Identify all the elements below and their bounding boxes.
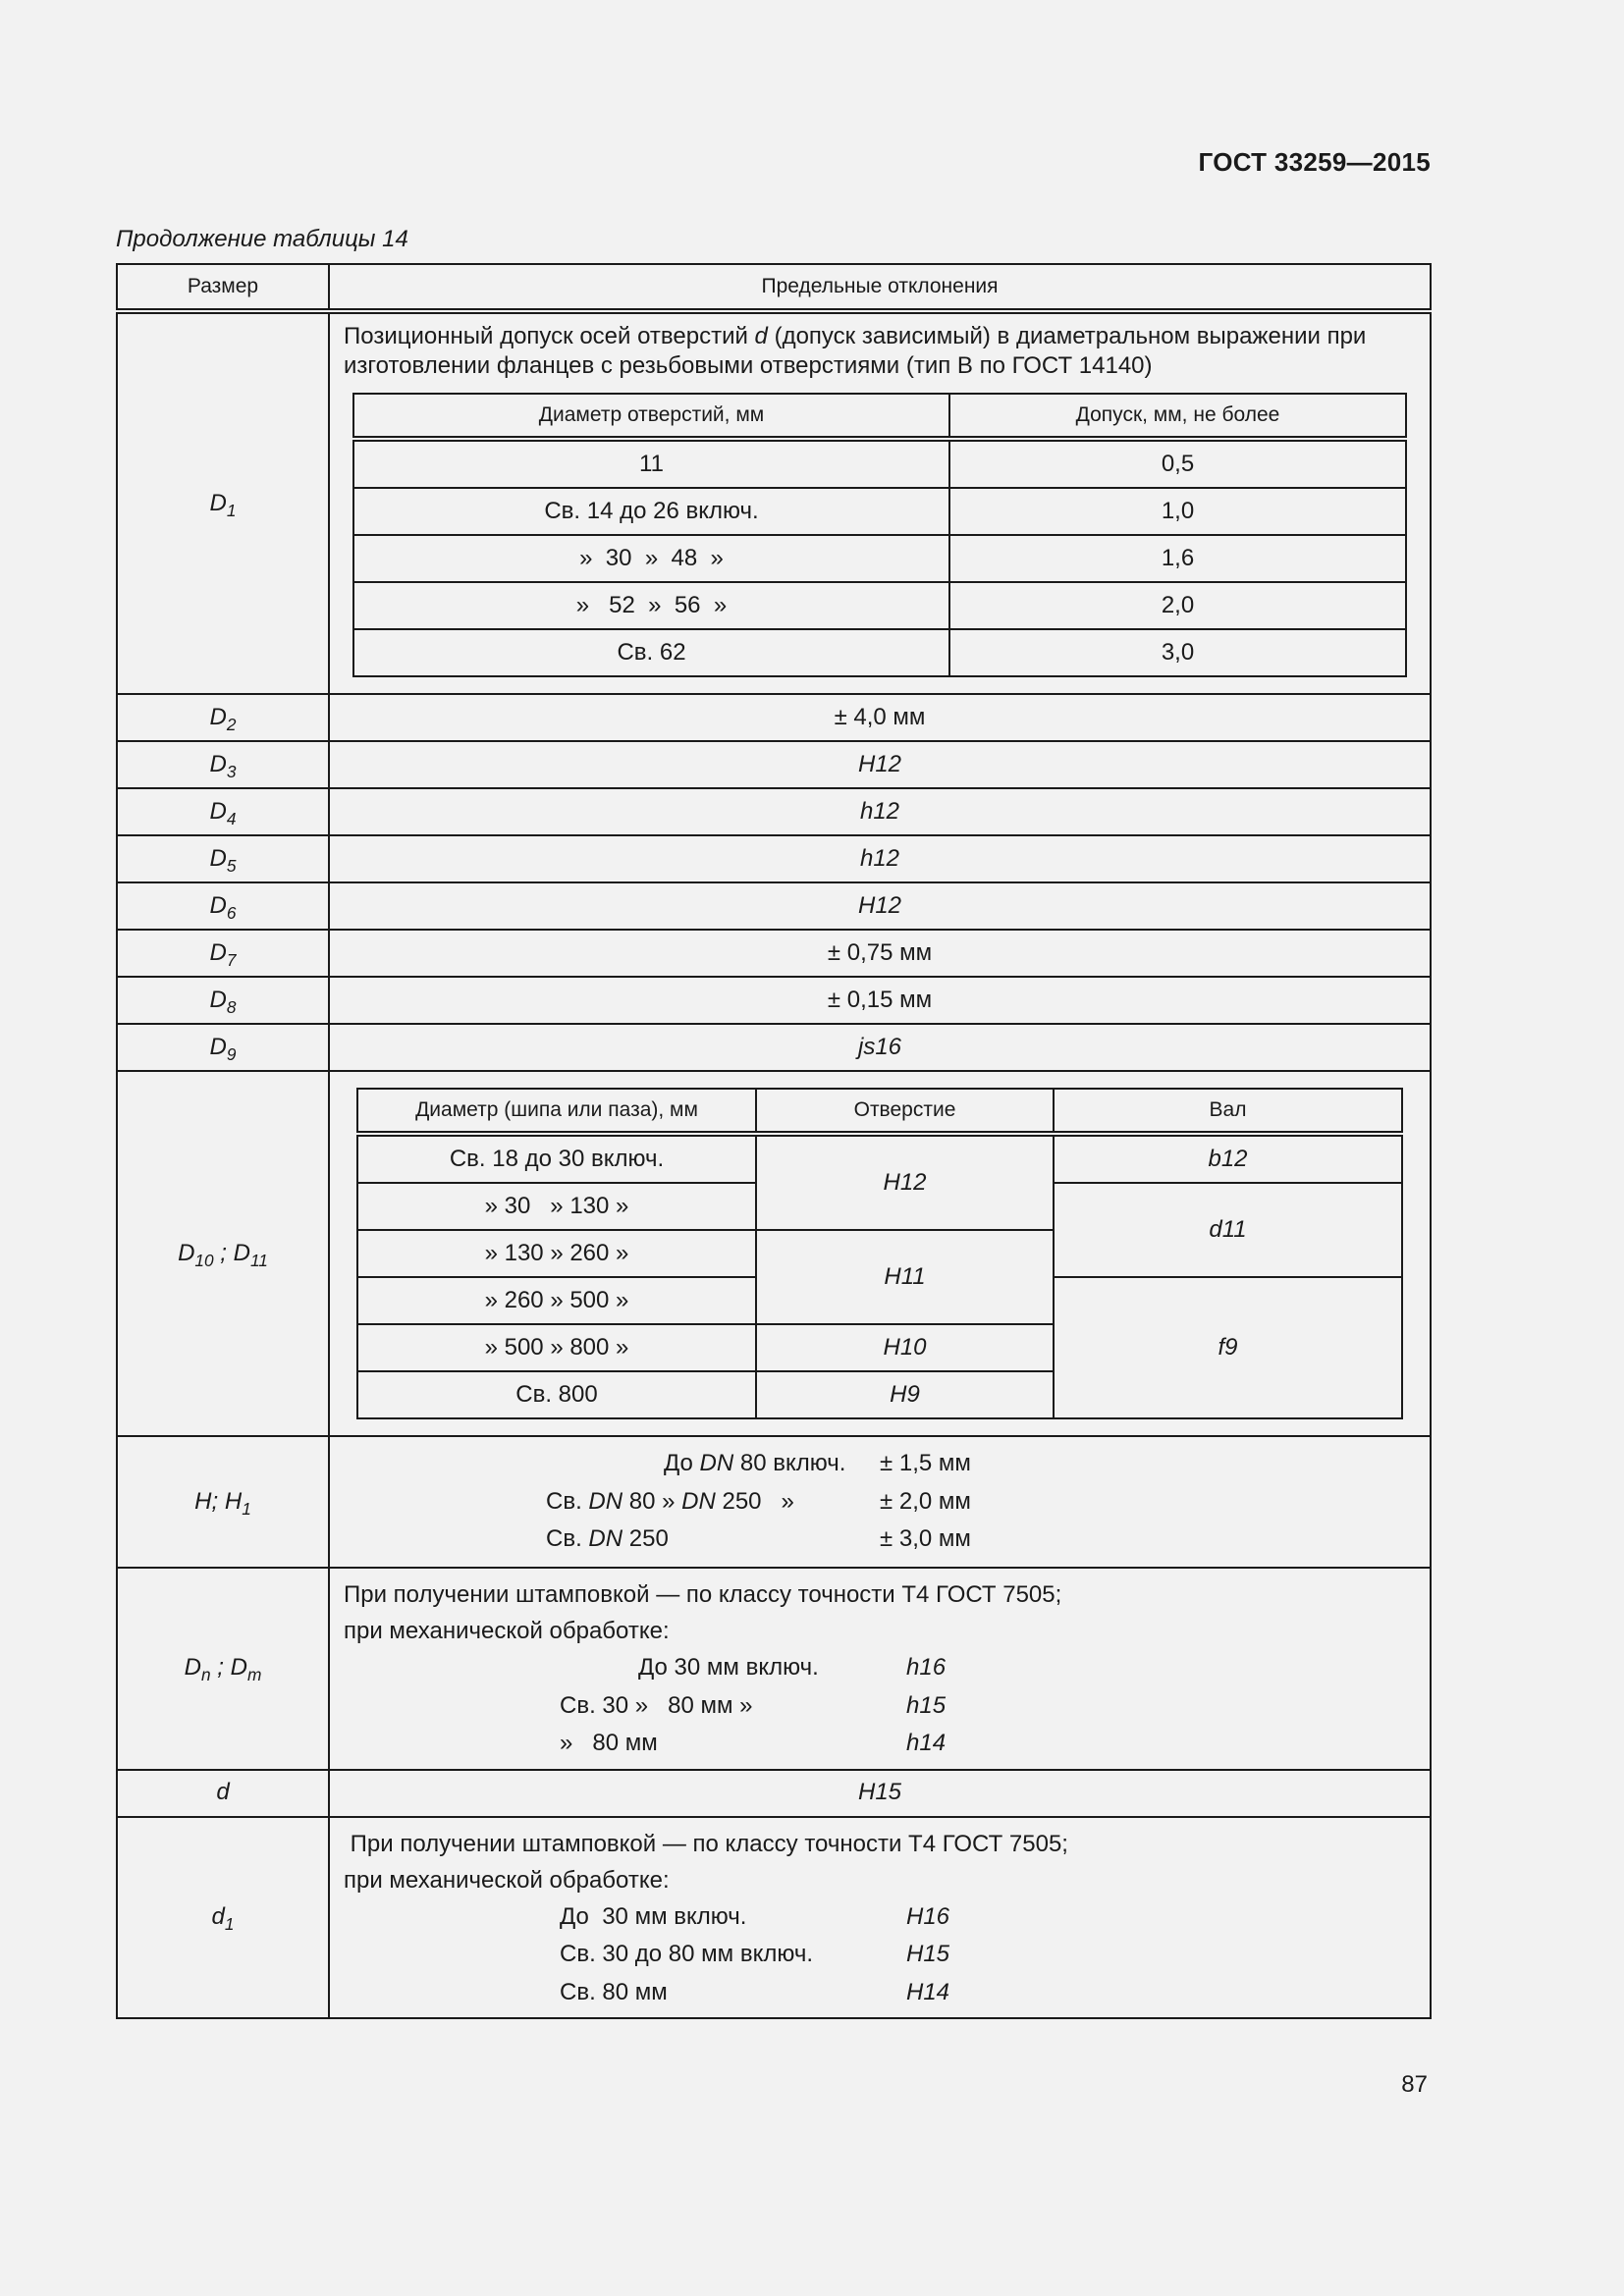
row-dn-dm — [117, 1568, 1431, 1770]
d1-small-line-stamping: При получении штамповкой — по классу точности Т4 ГОСТ 7505; — [344, 1830, 1068, 1857]
fit-hole-cell: H10 — [756, 1324, 1054, 1371]
d1-intro-text: Позиционный допуск осей отверстий d (допуск зависимый) в диаметральном выражении при изготовлении фланцев с резьбовыми отверстиями (тип В по ГОСТ 14140) — [344, 323, 1367, 379]
dn-range-text: Св. 30 » 80 мм » — [560, 1691, 753, 1719]
row-d1-small — [117, 1817, 1431, 2019]
row-d10-d11 — [117, 1071, 1431, 1436]
size-label-d10-d11: $D_{10}$ ; $D_{11}$ — [117, 1071, 329, 1436]
d1-tolerance-cell: 2,0 — [949, 582, 1406, 629]
d1-inner-table — [352, 393, 1407, 677]
dn-tolerance-value: h14 — [906, 1730, 947, 1757]
row-d — [117, 1770, 1431, 1817]
table-row — [353, 535, 1406, 582]
d1-diameter-cell: Св. 14 до 26 включ. — [353, 488, 949, 535]
d1-diameter-cell: Св. 62 — [353, 629, 949, 676]
table-row — [357, 1134, 1402, 1183]
header-deviations: Предельные отклонения — [329, 264, 1431, 311]
h-tolerance-value: ± 1,5 мм — [880, 1450, 971, 1477]
size-label-h: H; $H_1$ — [117, 1436, 329, 1568]
dn-tolerance-value: h16 — [906, 1654, 947, 1682]
dn-line-machining: при механической обработке: — [344, 1618, 670, 1645]
h-range-text: Св. DN 80 » DN 250 » — [546, 1487, 794, 1515]
dn-tolerance-value: h15 — [906, 1691, 947, 1719]
size-label-d5: $D_5$ — [117, 835, 329, 882]
size-label-dn-dm: $D_n$ ; $D_m$ — [117, 1568, 329, 1770]
size-label-d6: $D_6$ — [117, 882, 329, 930]
h-range-text: До DN 80 включ. — [664, 1450, 846, 1477]
deviation-value-d4: h12 — [329, 788, 1431, 835]
row-d1 — [117, 311, 1431, 694]
row-d8 — [117, 977, 1431, 1024]
h-range-text: Св. DN 250 — [546, 1525, 669, 1553]
d1-small-tolerance-value: H16 — [906, 1902, 950, 1930]
d1-small-content — [329, 1817, 1431, 2019]
fit-diameter-cell: Св. 800 — [357, 1371, 756, 1418]
dn-range-text: До 30 мм включ. — [638, 1654, 819, 1682]
d1-diameter-cell: » 52 » 56 » — [353, 582, 949, 629]
page-number: 87 — [1401, 2071, 1428, 2098]
row-d9 — [117, 1024, 1431, 1071]
size-label-d8: $D_8$ — [117, 977, 329, 1024]
table-row — [353, 582, 1406, 629]
deviation-value-d8: ± 0,15 мм — [329, 977, 1431, 1024]
size-label-d1-small: $d_1$ — [117, 1817, 329, 2019]
d1-tolerance-cell: 1,6 — [949, 535, 1406, 582]
fit-diameter-cell: Св. 18 до 30 включ. — [357, 1134, 756, 1183]
fit-diameter-cell: » 260 » 500 » — [357, 1277, 756, 1324]
fit-diameter-cell: » 500 » 800 » — [357, 1324, 756, 1371]
fit-header-hole: Отверстие — [756, 1089, 1054, 1134]
fit-hole-cell: H12 — [756, 1134, 1054, 1230]
tolerance-table — [116, 263, 1432, 2019]
row-h — [117, 1436, 1431, 1568]
fit-shaft-cell: d11 — [1054, 1183, 1402, 1277]
table-header-row — [117, 264, 1431, 311]
header-size: Размер — [117, 264, 329, 311]
dn-text-block — [330, 1569, 1430, 1769]
fit-diameter-cell: » 30 » 130 » — [357, 1183, 756, 1230]
d1-content — [329, 311, 1431, 694]
size-label-d3: $D_3$ — [117, 741, 329, 788]
size-label-d9: $D_9$ — [117, 1024, 329, 1071]
dn-tolerance-list — [560, 1649, 1416, 1762]
row-d6 — [117, 882, 1431, 930]
deviation-value-d7: ± 0,75 мм — [329, 930, 1431, 977]
dn-line-stamping: При получении штамповкой — по классу точности Т4 ГОСТ 7505; — [344, 1581, 1062, 1608]
d10-content — [329, 1071, 1431, 1436]
fit-hole-cell: H11 — [756, 1230, 1054, 1324]
d1-diameter-cell: 11 — [353, 439, 949, 488]
dn-range-text: » 80 мм — [560, 1730, 658, 1757]
table-caption: Продолжение таблицы 14 — [116, 226, 408, 252]
d1-small-tolerance-list — [560, 1898, 1416, 2011]
deviation-value-d2: ± 4,0 мм — [329, 694, 1431, 741]
deviation-value-d9: js16 — [329, 1024, 1431, 1071]
document-id: ГОСТ 33259—2015 — [1198, 147, 1431, 177]
d1-inner-header-tolerance: Допуск, мм, не более — [949, 394, 1406, 439]
row-d7 — [117, 930, 1431, 977]
d1-small-range-text: До 30 мм включ. — [560, 1902, 747, 1930]
h-content — [329, 1436, 1431, 1568]
fit-table — [356, 1088, 1403, 1419]
d1-inner-header-diameter: Диаметр отверстий, мм — [353, 394, 949, 439]
table-row — [353, 439, 1406, 488]
d1-small-line-machining: при механической обработке: — [344, 1866, 670, 1894]
deviation-value-d3: H12 — [329, 741, 1431, 788]
fit-shaft-cell: f9 — [1054, 1277, 1402, 1418]
deviation-value-d6: H12 — [329, 882, 1431, 930]
fit-header-shaft: Вал — [1054, 1089, 1402, 1134]
d1-tolerance-cell: 0,5 — [949, 439, 1406, 488]
row-d2 — [117, 694, 1431, 741]
size-label-d4: $D_4$ — [117, 788, 329, 835]
deviation-value-d: H15 — [329, 1770, 1431, 1817]
d1-small-text-block — [330, 1818, 1430, 2018]
dn-content — [329, 1568, 1431, 1770]
fit-diameter-cell: » 130 » 260 » — [357, 1230, 756, 1277]
d1-small-range-text: Св. 80 мм — [560, 1978, 668, 2005]
h-tolerance-list — [546, 1445, 1430, 1558]
size-label-d: d — [117, 1770, 329, 1817]
d1-small-tolerance-value: H14 — [906, 1978, 950, 2005]
size-label-d2: $D_2$ — [117, 694, 329, 741]
deviation-value-d5: h12 — [329, 835, 1431, 882]
row-d5 — [117, 835, 1431, 882]
row-d4 — [117, 788, 1431, 835]
h-tolerance-value: ± 3,0 мм — [880, 1525, 971, 1553]
table-row — [353, 629, 1406, 676]
size-label-d7: $D_7$ — [117, 930, 329, 977]
d1-tolerance-cell: 3,0 — [949, 629, 1406, 676]
size-label-d1: $D_1$ — [117, 311, 329, 694]
d1-small-tolerance-value: H15 — [906, 1941, 950, 1968]
d1-diameter-cell: » 30 » 48 » — [353, 535, 949, 582]
fit-hole-cell: H9 — [756, 1371, 1054, 1418]
row-d3 — [117, 741, 1431, 788]
d1-small-range-text: Св. 30 до 80 мм включ. — [560, 1941, 813, 1968]
h-tolerance-value: ± 2,0 мм — [880, 1487, 971, 1515]
fit-header-diameter: Диаметр (шипа или паза), мм — [357, 1089, 756, 1134]
table-row — [353, 488, 1406, 535]
d1-tolerance-cell: 1,0 — [949, 488, 1406, 535]
fit-shaft-cell: b12 — [1054, 1134, 1402, 1183]
